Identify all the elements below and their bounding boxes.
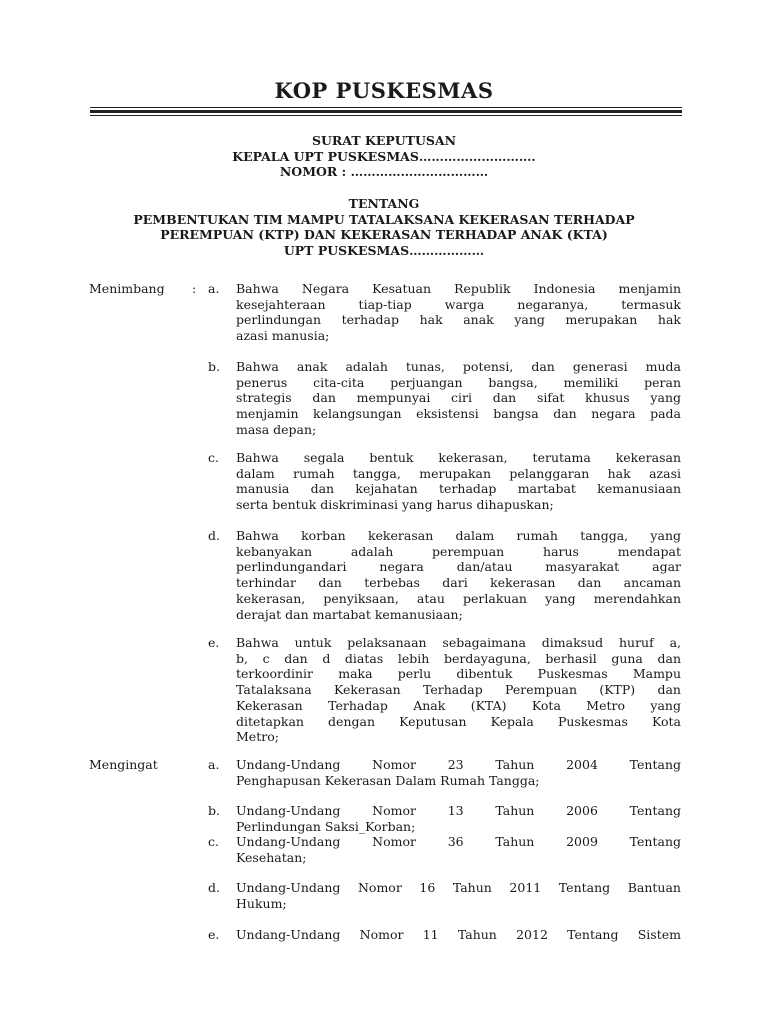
item-line: Undang-Undang Nomor 23 Tahun 2004 Tentang bbox=[236, 757, 681, 772]
item-marker: d. bbox=[208, 528, 220, 543]
item-marker: c. bbox=[208, 834, 219, 849]
item-line: b, c dan d diatas lebih berdayaguna, berhasil guna dan bbox=[236, 650, 681, 666]
mengingat-item-b bbox=[208, 803, 681, 834]
decree-title: SURAT KEPUTUSAN bbox=[311, 133, 457, 148]
subject-line-3: UPT PUSKESMAS……………… bbox=[283, 243, 485, 259]
item-line: Undang-Undang Nomor 13 Tahun 2006 Tentang bbox=[236, 803, 681, 818]
item-line: Undang-Undang Nomor 36 Tahun 2009 Tentang bbox=[236, 834, 681, 849]
item-line: masa depan; bbox=[236, 421, 317, 437]
menimbang-label: Menimbang bbox=[89, 281, 165, 296]
item-marker: b. bbox=[208, 803, 220, 818]
mengingat-item-a bbox=[208, 757, 681, 788]
item-line: strategis dan mempunyai ciri dan sifat khusus yang bbox=[236, 390, 681, 406]
item-line: kekerasan, penyiksaan, atau perlakuan yang merendahkan bbox=[236, 590, 681, 606]
item-line: Bahwa Negara Kesatuan Republik Indonesia menjamin bbox=[236, 281, 681, 296]
item-line: Bahwa untuk pelaksanaan sebagaimana dimaksud huruf a, bbox=[236, 635, 681, 650]
decree-issuer: KEPALA UPT PUSKESMAS………………………. bbox=[232, 148, 536, 164]
item-line: ditetapkan dengan Keputusan Kepala Puskesmas Kota bbox=[236, 713, 681, 729]
item-line: manusia dan kejahatan terhadap martabat kemanusiaan bbox=[236, 481, 681, 497]
item-line: dalam rumah tangga, merupakan pelanggaran hak azasi bbox=[236, 465, 681, 481]
letterhead-title: KOP PUSKESMAS bbox=[274, 78, 494, 103]
decree-subject bbox=[0, 196, 768, 259]
letterhead-rule-top bbox=[90, 107, 682, 108]
subject-line-2: PEREMPUAN (KTP) DAN KEKERASAN TERHADAP ANAK (KTA) bbox=[160, 227, 608, 243]
item-line: serta bentuk diskriminasi yang harus dihapuskan; bbox=[236, 497, 554, 513]
mengingat-label: Mengingat bbox=[89, 757, 158, 772]
item-line: menjamin kelangsungan eksistensi bangsa dan negara pada bbox=[236, 406, 681, 422]
menimbang-item-a bbox=[208, 281, 681, 344]
item-line: perlindungandari negara dan/atau masyarakat agar bbox=[236, 559, 681, 575]
item-line: azasi manusia; bbox=[236, 328, 330, 344]
subject-label: TENTANG bbox=[348, 196, 420, 211]
mengingat-item-e bbox=[208, 927, 681, 943]
item-line: Undang-Undang Nomor 11 Tahun 2012 Tentang Sistem bbox=[236, 927, 681, 942]
item-line: derajat dan martabat kemanusiaan; bbox=[236, 606, 463, 622]
menimbang-item-b bbox=[208, 359, 681, 438]
item-line: Bahwa anak adalah tunas, potensi, dan generasi muda bbox=[236, 359, 681, 374]
menimbang-item-d bbox=[208, 528, 681, 622]
letterhead-rule-bottom bbox=[90, 115, 682, 116]
decree-heading bbox=[0, 133, 768, 180]
item-marker: a. bbox=[208, 757, 220, 772]
item-line: Bahwa segala bentuk kekerasan, terutama kekerasan bbox=[236, 450, 681, 465]
item-line: kesejahteraan tiap-tiap warga negaranya, termasuk bbox=[236, 296, 681, 312]
menimbang-item-e bbox=[208, 635, 681, 745]
item-marker: d. bbox=[208, 880, 220, 895]
item-line: Hukum; bbox=[236, 895, 287, 911]
subject-line-1: PEMBENTUKAN TIM MAMPU TATALAKSANA KEKERASAN TERHADAP bbox=[133, 211, 635, 227]
item-line: Kesehatan; bbox=[236, 849, 307, 865]
item-line: Bahwa korban kekerasan dalam rumah tangga, yang bbox=[236, 528, 681, 543]
item-line: Penghapusan Kekerasan Dalam Rumah Tangga; bbox=[236, 772, 540, 788]
item-marker: e. bbox=[208, 927, 220, 942]
item-line: Undang-Undang Nomor 16 Tahun 2011 Tentang Bantuan bbox=[236, 880, 681, 895]
item-line: terkoordinir maka perlu dibentuk Puskesmas Mampu bbox=[236, 666, 681, 682]
item-line: Tatalaksana Kekerasan Terhadap Perempuan (KTP) dan bbox=[236, 682, 681, 698]
item-line: Perlindungan Saksi_Korban; bbox=[236, 818, 416, 834]
item-marker: c. bbox=[208, 450, 219, 465]
item-marker: e. bbox=[208, 635, 220, 650]
mengingat-item-d bbox=[208, 880, 681, 911]
menimbang-item-c bbox=[208, 450, 681, 513]
item-line: Kekerasan Terhadap Anak (KTA) Kota Metro yang bbox=[236, 697, 681, 713]
item-line: penerus cita-cita perjuangan bangsa, memiliki peran bbox=[236, 374, 681, 390]
item-line: Metro; bbox=[236, 729, 279, 745]
mengingat-item-c bbox=[208, 834, 681, 865]
item-line: terhindar dan terbebas dari kekerasan dan ancaman bbox=[236, 575, 681, 591]
item-marker: a. bbox=[208, 281, 220, 296]
decree-number: NOMOR : …………………………… bbox=[279, 164, 489, 180]
item-line: perlindungan terhadap hak anak yang merupakan hak bbox=[236, 312, 681, 328]
menimbang-colon: : bbox=[192, 281, 197, 296]
item-line: kebanyakan adalah perempuan harus mendapat bbox=[236, 543, 681, 559]
letterhead-rule-thick bbox=[90, 110, 682, 113]
item-marker: b. bbox=[208, 359, 220, 374]
